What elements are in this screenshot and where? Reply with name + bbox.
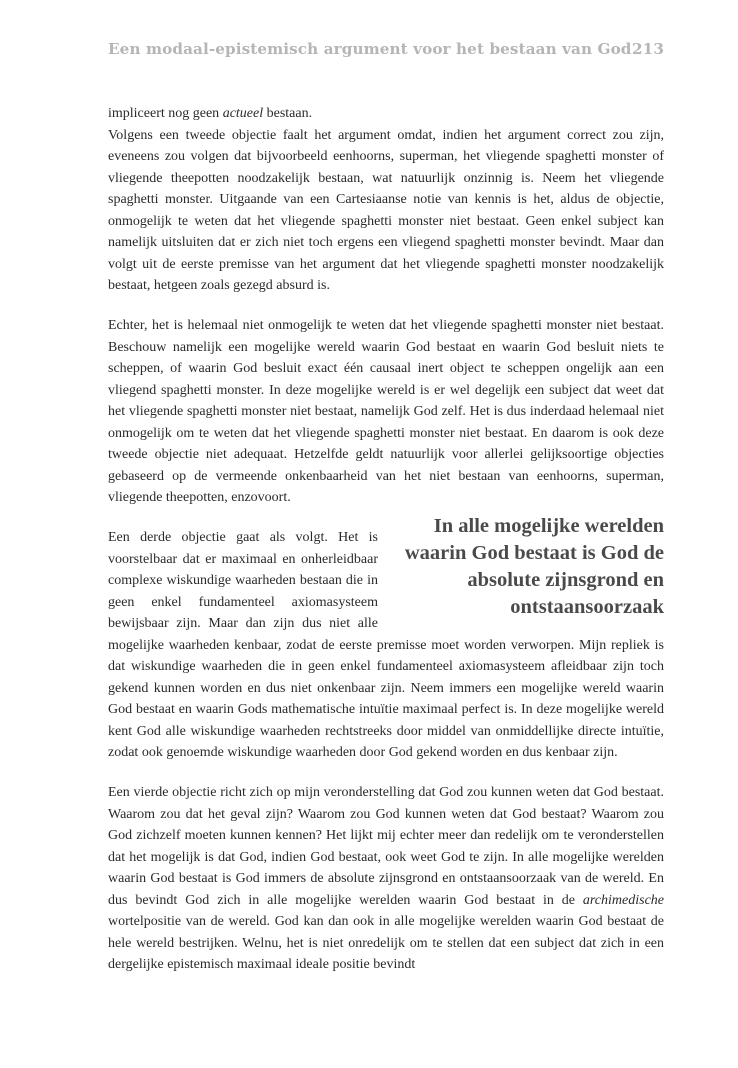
running-title: Een modaal-epistemisch argument voor het bestaan van God: [108, 40, 632, 58]
body-text: [108, 103, 664, 976]
paragraph-4: Een derde objectie gaat als volgt. Het is voorstelbaar dat er maximaal en onherleidbaar complexe wiskundige waarheden bestaan die in geen enkel fundamenteel axiomasysteem bewijsbaar zijn. Maar dan zijn dus niet alle mogelijke waarheden kenbaar, zodat de eerste premisse moet worden verworpen. Mijn repliek is dat wiskundige waarheden die in geen enkel fundamenteel axiomasysteem afleidbaar zijn toch gekend kunnen worden en dus niet onkenbaar zijn. Neem immers een mogelijke wereld waarin God bestaat en waarin Gods mathematische intuïtie maximaal perfect is. In deze mogelijke wereld kent God alle wiskundige waarheden rechtstreeks door middel van onmiddellijke directe intuïtie, zodat ook genoemde wiskundige waarheden door God gekend worden en dus kenbaar zijn.: [108, 530, 664, 760]
pull-quote: In alle mogelijke werelden waarin God bestaat is God de absolute zijnsgrond en ontstaansoorzaak: [404, 514, 664, 618]
emphasis-archimedische: archimedische: [582, 892, 664, 908]
paragraph-3: Echter, het is helemaal niet onmogelijk te weten dat het vliegende spaghetti monster niet bestaat. Beschouw namelijk een mogelijke wereld waarin God bestaat en waarin God besluit niets te scheppen, of waarin God besluit exact één causaal inert object te scheppen ongelijk aan een vliegend spaghetti monster. In deze mogelijke wereld is er wel degelijk een subject dat weet dat het vliegende spaghetti monster niet bestaat, namelijk God zelf. Het is dus inderdaad helemaal niet onmogelijk om te weten dat het vliegende spaghetti monster niet bestaat. En daarom is ook deze tweede objectie niet adequaat. Hetzelfde geldt natuurlijk voor allerlei gelijksoortige objecties gebaseerd op de vermeende onkenbaarheid van het niet bestaan van eenhoorns, superman, vliegende theepotten, enzovoort.: [108, 318, 664, 505]
emphasis-actueel: actueel: [222, 106, 264, 121]
paragraph-5: Een vierde objectie richt zich op mijn veronderstelling dat God zou kunnen weten dat God bestaat. Waarom zou dat het geval zijn? Waarom zou God kunnen weten dat God bestaat? Waarom zou God zichzelf moeten kunnen kennen? Het lijkt mij echter meer dan redelijk om te veronderstellen dat het mogelijk is dat God, indien God bestaat, ook weet God te zijn. In alle mogelijke werelden waarin God bestaat is God immers de absolute zijnsgrond en ontstaansoorzaak van de wereld. En dus bevindt God zich in alle mogelijke werelden waarin God bestaat in de archimedische wortelpositie van de wereld. God kan dan ook in alle mogelijke werelden waarin God bestaat de hele wereld bestrijken. Welnu, het is niet onredelijk om te stellen dat een subject dat zich in een dergelijke epistemisch maximaal ideale positie bevindt: [108, 785, 664, 972]
paragraph-1: impliceert nog geen actueel bestaan.: [108, 106, 313, 121]
paragraph-2: Volgens een tweede objectie faalt het argument omdat, indien het argument correct zou zijn, eveneens zou volgen dat bijvoorbeeld eenhoorns, superman, het vliegende spaghetti monster of vliegende theepotten noodzakelijk bestaan, wat natuurlijk onzinnig is. Neem het vliegende spaghetti monster. Uitgaande van een Cartesiaanse notie van kennis is het, aldus de objectie, onmogelijk te weten dat het vliegende spaghetti monster niet bestaat. Geen enkel subject kan namelijk uitsluiten dat er zich niet toch ergens een vliegend spaghetti monster bevindt. Maar dan volgt uit de eerste premisse van het argument dat het vliegende spaghetti monster noodzakelijk bestaat, hetgeen zoals gezegd absurd is.: [108, 127, 664, 293]
running-header: [108, 40, 664, 58]
page-number: 213: [631, 40, 664, 58]
